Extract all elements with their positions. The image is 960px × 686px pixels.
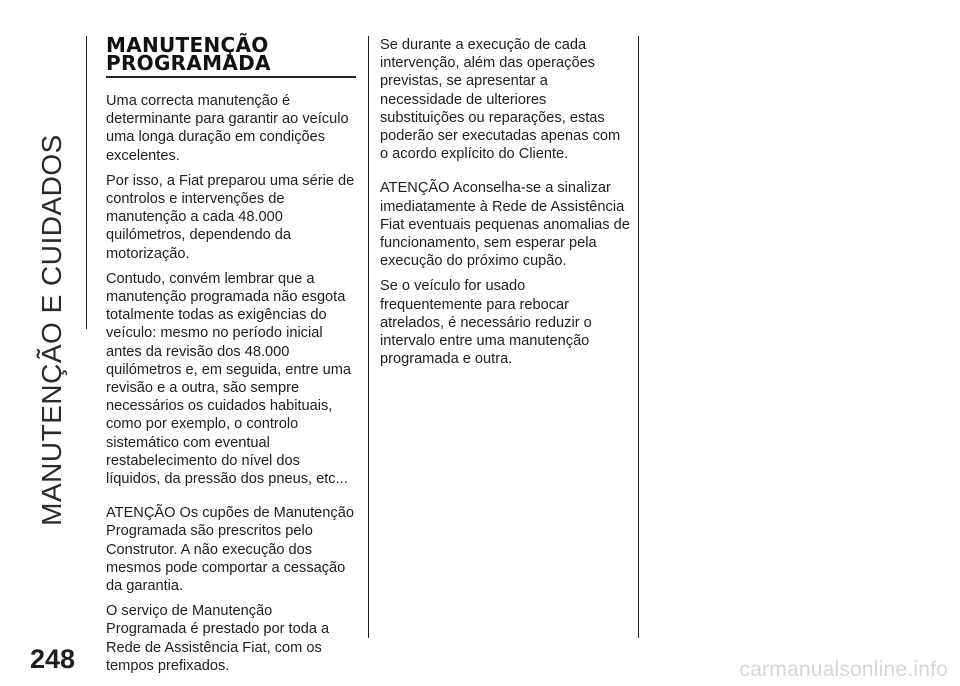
page-number: 248	[30, 644, 76, 674]
paragraph-intro: Uma correcta manutenção é determinante para garantir ao veículo uma longa duração em condições excelentes.	[106, 93, 349, 164]
heading-underline	[106, 76, 356, 78]
heading-line-2: PROGRAMADA	[106, 51, 271, 75]
paragraph-warning-coupons: ATENÇÃO Os cupões de Manutenção Programada são prescritos pelo Construtor. A não execução dos mesmos pode comportar a cessação da garantia.	[106, 505, 354, 595]
paragraph-service-network: O serviço de Manutenção Programada é prestado por toda a Rede de Assistência Fiat, com os tempos prefixados.	[106, 603, 330, 674]
paragraph-extra-repairs: Se durante a execução de cada intervenção, além das operações previstas, se apresentar a necessidade de ulteriores substituições ou reparações, estas poderão ser executadas apenas com o acordo explícito do Cliente.	[380, 37, 621, 163]
column-divider-right	[638, 36, 639, 638]
paragraph-towing: Se o veículo for usado frequentemente para rebocar atrelados, é necessário reduzir o intervalo entre uma manutenção programada e outra.	[380, 278, 592, 368]
paragraph-intervals: Por isso, a Fiat preparou uma série de controlos e intervenções de manutenção a cada 48.000 quilómetros, dependendo da motorização.	[106, 172, 355, 262]
heading-line-1: MANUTENÇÃO	[106, 33, 269, 57]
paragraph-habitual-care: Contudo, convém lembrar que a manutenção programada não esgota totalmente todas as exigências do veículo: mesmo no período inicial antes da revisão dos 48.000 quilómetros e, em seguida, entre uma revisão e a outra, são sempre necessários os cuidados habituais, como por exemplo, o controlo sistemático com eventual restabelecimento do nível dos líquidos, da pressão dos pneus, etc...	[106, 270, 351, 488]
left-column	[106, 33, 356, 682]
watermark: carmanualsonline.info	[739, 658, 948, 681]
section-title-vertical: MANUTENÇÃO E CUIDADOS	[36, 134, 67, 526]
page-heading	[106, 33, 356, 75]
column-divider-middle	[368, 36, 369, 638]
section-title-rule	[86, 36, 87, 329]
paragraph-warning-anomalies: ATENÇÃO Aconselha-se a sinalizar imediatamente à Rede de Assistência Fiat eventuais pequenas anomalias de funcionamento, sem esperar pela execução do próximo cupão.	[380, 180, 630, 270]
right-column	[380, 36, 630, 375]
